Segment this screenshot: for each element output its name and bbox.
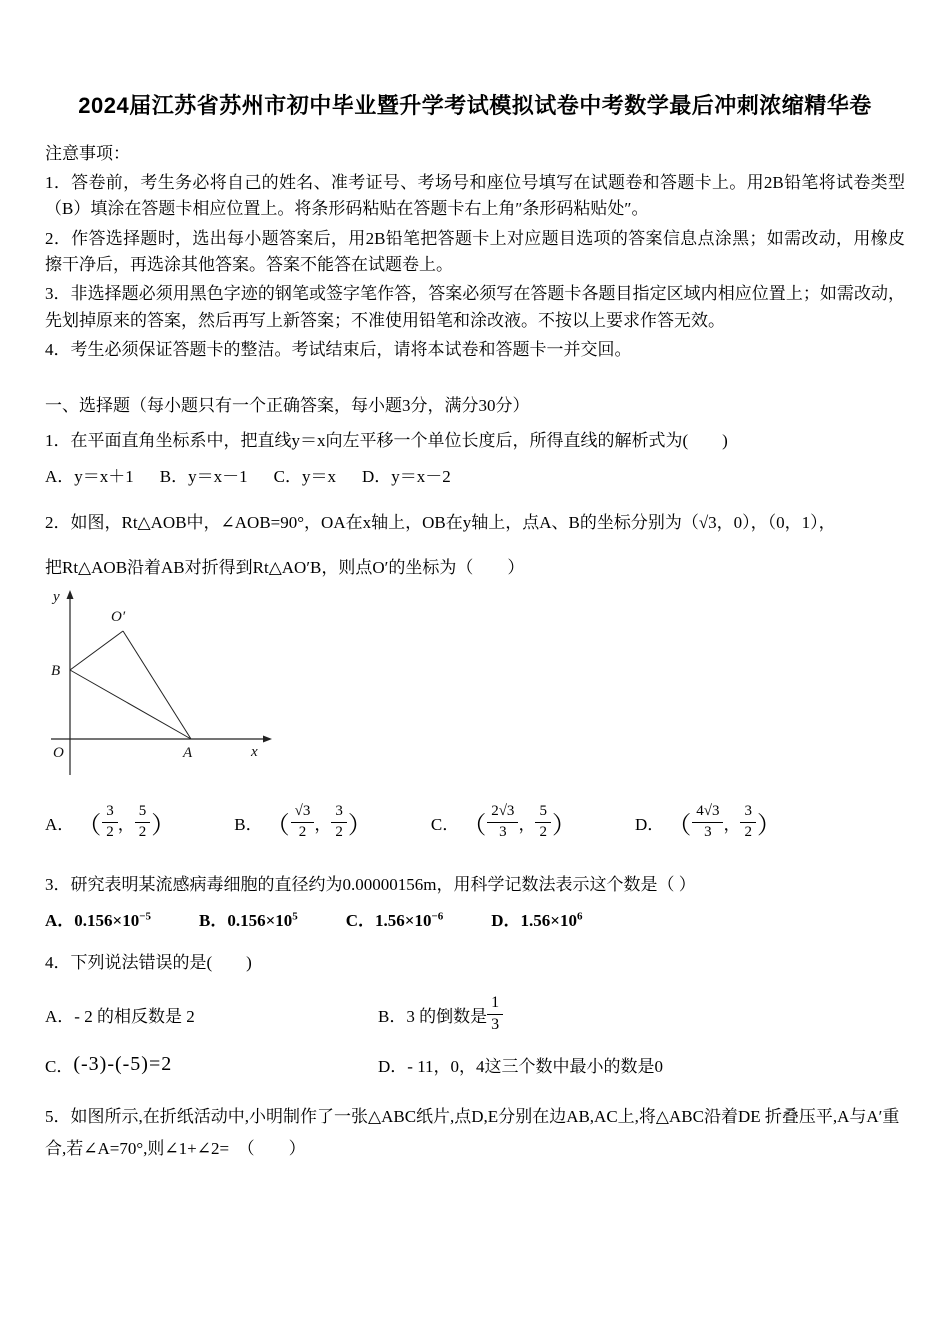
fraction-x: $\frac{2√3}{3}$ bbox=[487, 803, 518, 841]
y-axis-arrow-icon bbox=[67, 590, 74, 599]
question-2-option-b bbox=[234, 803, 373, 841]
question-2-options bbox=[45, 803, 905, 841]
notice-item-1: 1．答卷前，考生务必将自己的姓名、准考证号、考场号和座位号填写在试题卷和答题卡上。用2B铅笔将试卷类型（B）填涂在答题卡相应位置上。将条形码粘贴在答题卡右上角″条形码粘贴处″。 bbox=[45, 172, 905, 219]
open-paren: （ bbox=[77, 812, 102, 839]
question-4 bbox=[45, 949, 905, 1077]
fraction-y: $\frac{3}{2}$ bbox=[331, 803, 347, 841]
x-axis-label: x bbox=[251, 744, 258, 761]
fraction-x: $\frac{4√3}{3}$ bbox=[692, 803, 723, 841]
question-1 bbox=[45, 427, 905, 487]
notice-item-4: 4．考生必须保证答题卡的整洁。考试结束后，请将本试卷和答题卡一并交回。 bbox=[45, 340, 632, 359]
x-axis-arrow-icon bbox=[263, 736, 272, 743]
notice-heading: 注意事项： bbox=[45, 143, 130, 163]
y-axis-label: y bbox=[53, 589, 60, 606]
point-o-prime-label: O′ bbox=[111, 609, 126, 626]
fraction-x: $\frac{3}{2}$ bbox=[102, 803, 118, 841]
comma: ， bbox=[723, 814, 741, 834]
option-label: B． bbox=[234, 814, 263, 834]
section-heading-multiple-choice: 一、选择题（每小题只有一个正确答案，每小题3分，满分30分） bbox=[45, 396, 530, 416]
question-4-option-b: B．3 的倒数是 $\frac{1}{3}$ bbox=[378, 994, 503, 1034]
fraction-y: $\frac{5}{2}$ bbox=[535, 803, 551, 841]
question-1-options bbox=[45, 462, 905, 487]
question-3-option-d: D．$1.56\times 10^6$ bbox=[491, 910, 583, 931]
question-5 bbox=[45, 1101, 905, 1166]
point-b-label: B bbox=[51, 663, 61, 680]
question-4-option-d: D．- 11，0，4这三个数中最小的数是0 bbox=[378, 1057, 664, 1077]
question-3-stem: 3．研究表明某流感病毒细胞的直径约为0.00000156m，用科学记数法表示这个数是（ ） bbox=[45, 874, 696, 894]
close-paren: ） bbox=[551, 812, 576, 839]
math-expression: (-3)-(-5)=2 bbox=[73, 1053, 173, 1076]
edge-b-oprime bbox=[70, 631, 123, 670]
question-1-option-b: B．y＝x－1 bbox=[159, 467, 248, 487]
point-a-label: A bbox=[183, 745, 193, 762]
question-1-option-c: C．y＝x bbox=[273, 467, 336, 487]
fraction-one-third: $\frac{1}{3}$ bbox=[487, 994, 503, 1034]
open-paren: （ bbox=[667, 812, 692, 839]
question-4-row-2 bbox=[45, 1052, 905, 1077]
option-label: C． bbox=[430, 814, 460, 834]
option-label: A． bbox=[45, 814, 75, 834]
close-paren: ） bbox=[347, 812, 372, 839]
coordinate-plane-figure bbox=[45, 587, 280, 782]
edge-b-a bbox=[70, 670, 191, 739]
edge-oprime-a bbox=[123, 631, 191, 739]
page-title: 2024届江苏省苏州市初中毕业暨升学考试模拟试卷中考数学最后冲刺浓缩精华卷 bbox=[78, 93, 872, 118]
question-4-option-a: A．- 2 的相反数是 2 bbox=[45, 1006, 195, 1026]
question-2-option-d bbox=[635, 803, 782, 841]
question-2 bbox=[45, 509, 905, 841]
fraction-y: $\frac{5}{2}$ bbox=[135, 803, 151, 841]
question-3-option-b: B．$0.156\times 10^5$ bbox=[199, 910, 298, 931]
question-5-stem: 5．如图所示,在折纸活动中,小明制作了一张△ABC纸片,点D,E分别在边AB,AC上,将△ABC沿着DE 折叠压平,A与A′重合,若∠A=70°,则∠1+∠2= （ ） bbox=[45, 1107, 900, 1159]
question-2-option-c bbox=[431, 803, 577, 841]
option-label: D． bbox=[634, 814, 665, 834]
question-4-option-c: C． (-3)-(-5)=2 bbox=[45, 1053, 173, 1077]
question-1-option-d: D．y＝x－2 bbox=[361, 467, 451, 487]
question-3-option-a: A．$0.156\times 10^{-5}$ bbox=[45, 910, 151, 931]
notice-item-3: 3．非选择题必须用黑色字迹的钢笔或签字笔作答，答案必须写在答题卡各题目指定区域内相应位置上；如需改动，先划掉原来的答案，然后再写上新答案；不准使用铅笔和涂改液。不按以上要求作答无效。 bbox=[45, 284, 905, 330]
comma: ， bbox=[314, 814, 332, 834]
question-3-option-c: C．$1.56\times 10^{-6}$ bbox=[345, 910, 444, 931]
question-2-stem-line-2: 把Rt△AOB沿着AB对折得到Rt△AO′B，则点O′的坐标为（ ） bbox=[45, 558, 525, 578]
fraction-y: $\frac{3}{2}$ bbox=[740, 803, 756, 841]
question-2-stem-line-1: 2．如图，Rt△AOB中，∠AOB=90°，OA在x轴上，OB在y轴上，点A、B的坐标分别为（√3，0），（0，1）， bbox=[45, 513, 836, 533]
comma: ， bbox=[117, 814, 135, 834]
question-1-option-a: A．y＝x＋1 bbox=[45, 467, 134, 487]
question-4-stem: 4．下列说法错误的是( ) bbox=[45, 953, 252, 973]
question-3 bbox=[45, 871, 905, 931]
open-paren: （ bbox=[462, 812, 487, 839]
question-3-options bbox=[45, 906, 905, 931]
question-1-stem: 1．在平面直角坐标系中，把直线y＝x向左平移一个单位长度后，所得直线的解析式为( ) bbox=[45, 430, 728, 450]
question-2-option-a bbox=[45, 803, 176, 841]
notice-section bbox=[45, 141, 905, 364]
open-paren: （ bbox=[265, 812, 290, 839]
question-4-row-1 bbox=[45, 994, 905, 1034]
origin-label: O bbox=[53, 745, 64, 762]
notice-item-2: 2．作答选择题时，选出每小题答案后，用2B铅笔把答题卡上对应题目选项的答案信息点涂黑；如需改动，用橡皮擦干净后，再选涂其他答案。答案不能答在试题卷上。 bbox=[45, 228, 905, 274]
close-paren: ） bbox=[151, 812, 176, 839]
close-paren: ） bbox=[756, 812, 781, 839]
comma: ， bbox=[518, 814, 536, 834]
fraction-x: $\frac{√3}{2}$ bbox=[291, 803, 315, 841]
question-2-figure bbox=[45, 587, 905, 787]
